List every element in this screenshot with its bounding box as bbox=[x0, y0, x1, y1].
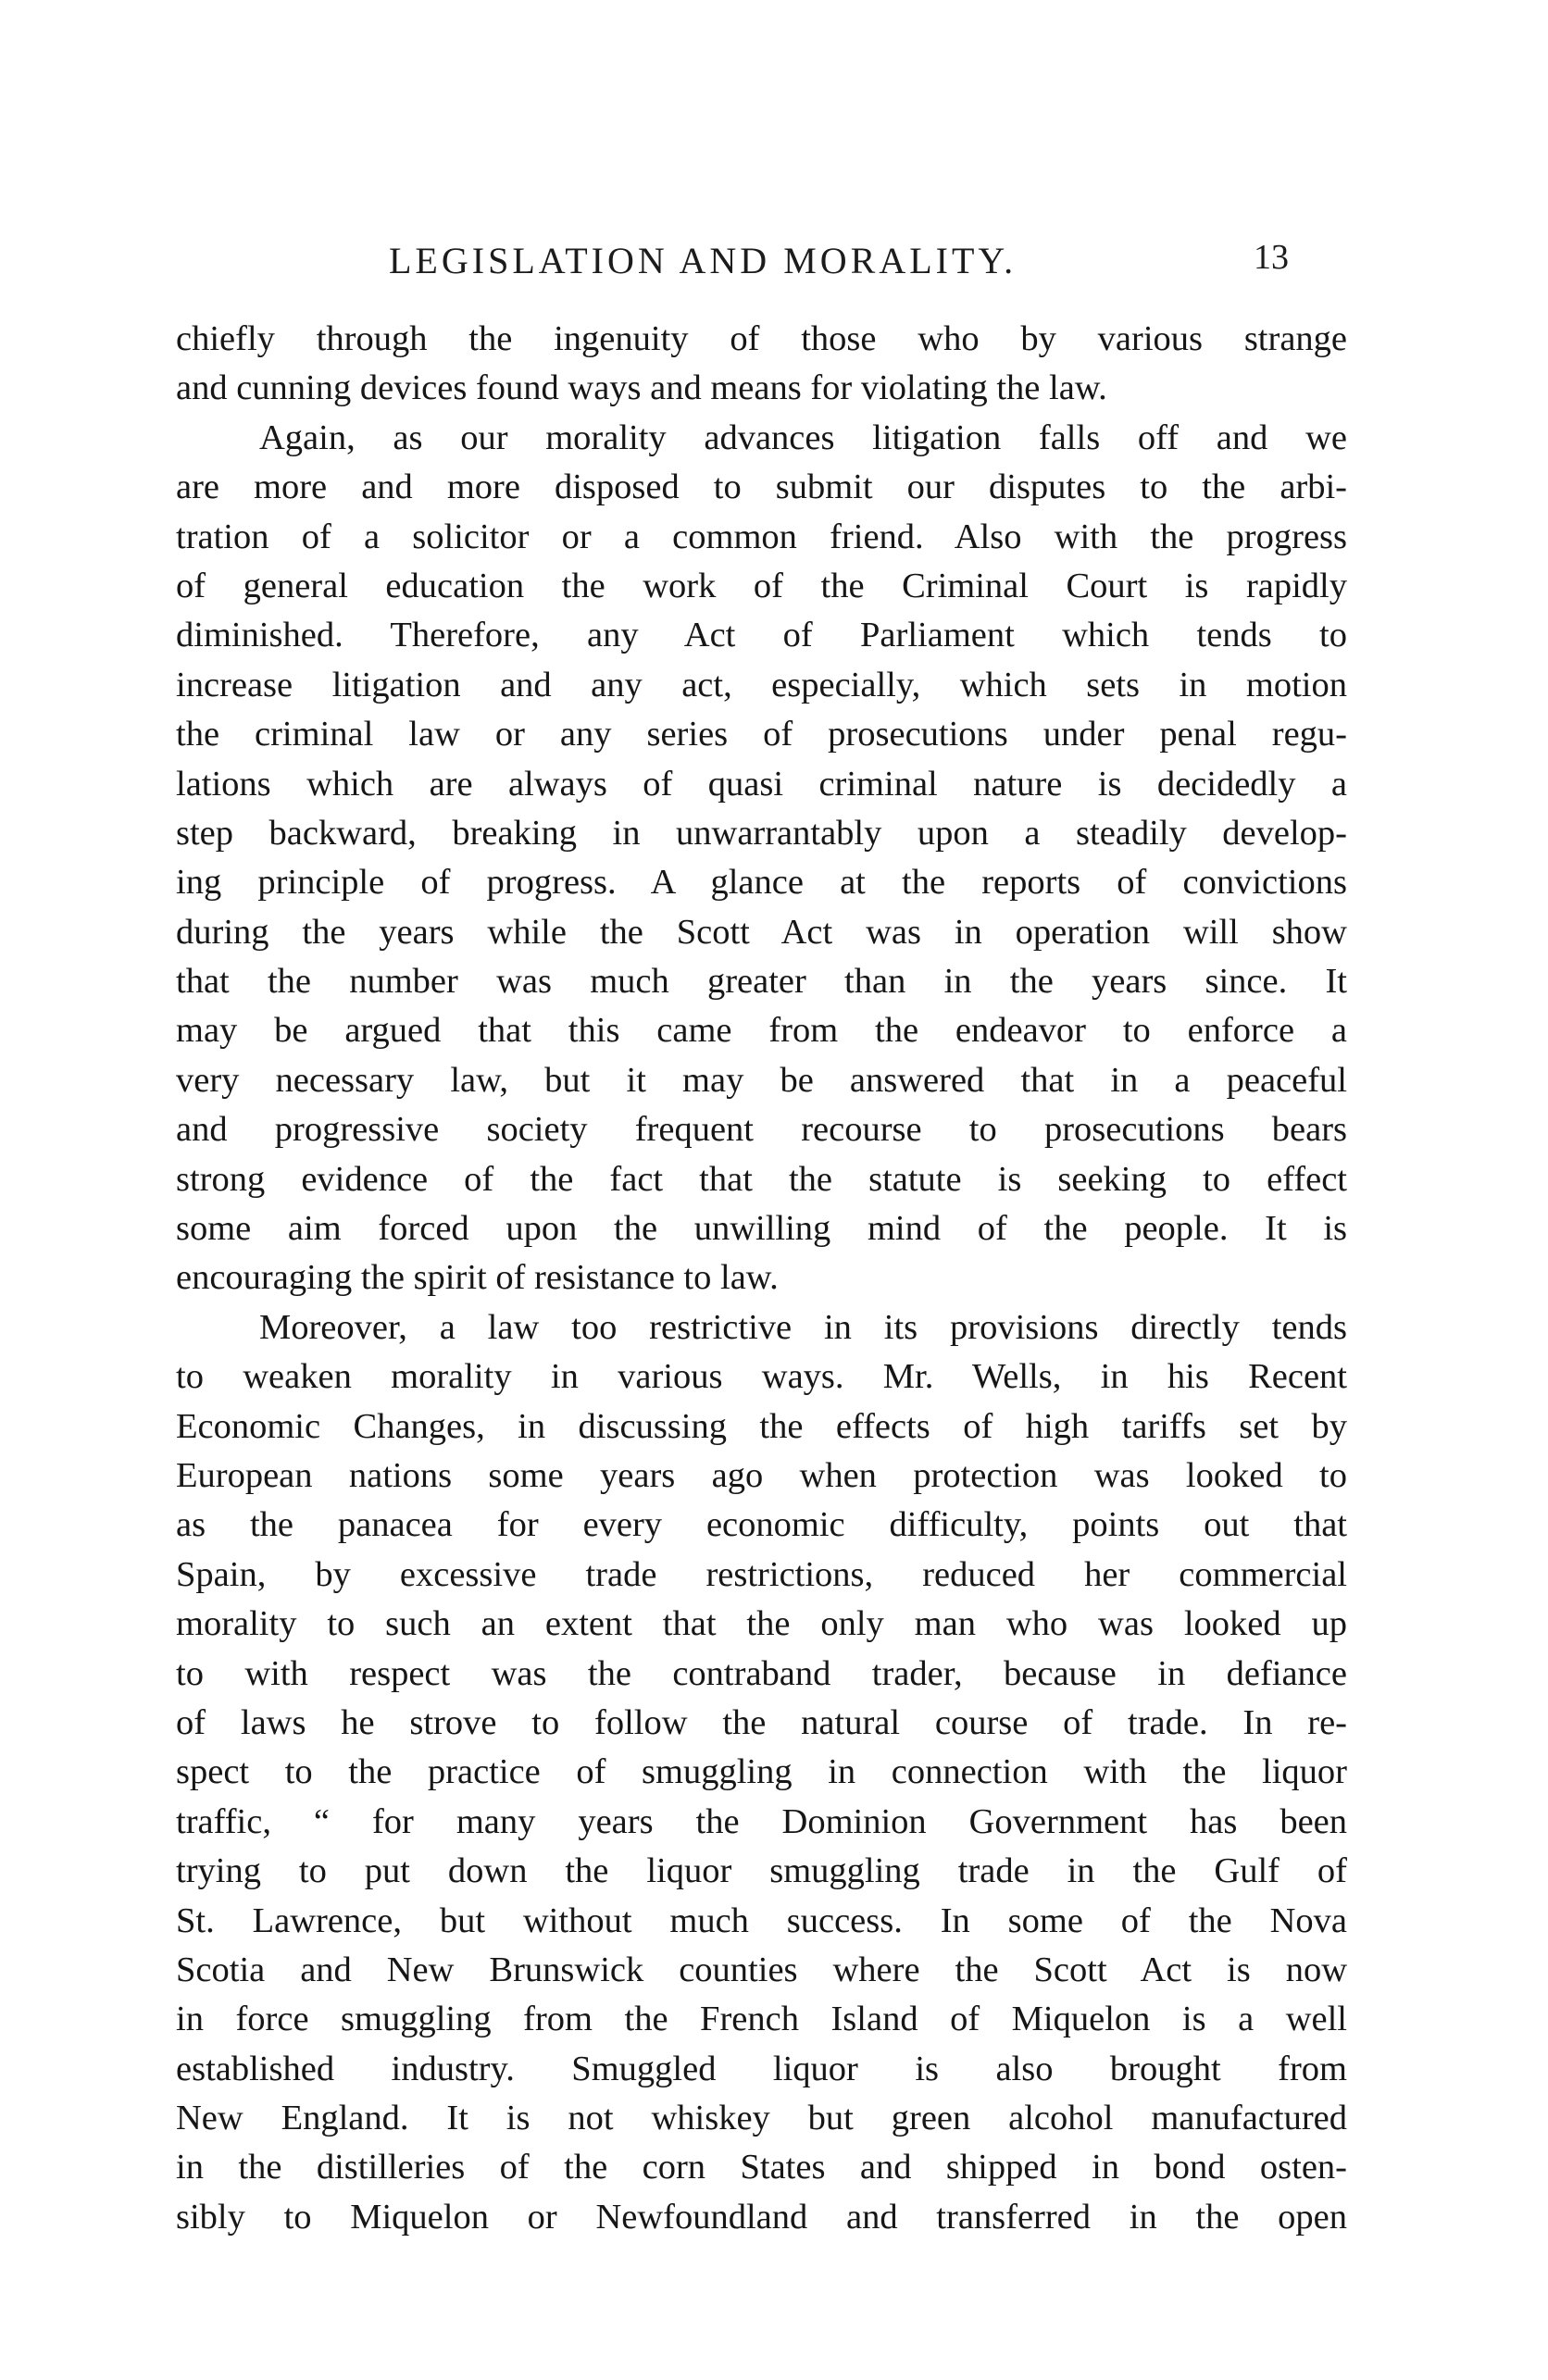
running-title: LEGISLATION AND MORALITY. bbox=[389, 240, 1017, 281]
text-line: strong evidence of the fact that the statute is seeking to effect bbox=[176, 1159, 1347, 1199]
text-line: some aim forced upon the unwilling mind of the people. It is bbox=[176, 1209, 1347, 1249]
text-line: and cunning devices found ways and means for violating the law. bbox=[176, 368, 1107, 408]
text-line: diminished. Therefore, any Act of Parliament which tends to bbox=[176, 616, 1347, 655]
text-line: tration of a solicitor or a common friend. Also with the progress bbox=[176, 517, 1347, 556]
body-text bbox=[176, 315, 1347, 2242]
text-line: sibly to Miquelon or Newfoundland and transferred in the open bbox=[176, 2197, 1347, 2237]
text-line: to weaken morality in various ways. Mr. Wells, in his Recent bbox=[176, 1357, 1347, 1397]
text-line: of laws he strove to follow the natural course of trade. In re- bbox=[176, 1702, 1347, 1742]
text-line: are more and more disposed to submit our disputes to the arbi- bbox=[176, 467, 1347, 507]
text-line: Economic Changes, in discussing the effects of high tariffs set by bbox=[176, 1406, 1347, 1446]
text-line: during the years while the Scott Act was in operation will show bbox=[176, 912, 1347, 952]
text-line: chiefly through the ingenuity of those who by various strange bbox=[176, 319, 1347, 358]
text-line: New England. It is not whiskey but green alcohol manufactured bbox=[176, 2099, 1347, 2138]
text-line: of general education the work of the Criminal Court is rapidly bbox=[176, 566, 1347, 605]
text-line: in force smuggling from the French Island of Miquelon is a well bbox=[176, 2000, 1347, 2039]
text-line: spect to the practice of smuggling in connection with the liquor bbox=[176, 1752, 1347, 1792]
text-line: established industry. Smuggled liquor is also brought from bbox=[176, 2049, 1347, 2088]
text-line: lations which are always of quasi criminal nature is decidedly a bbox=[176, 764, 1347, 804]
text-line: trying to put down the liquor smuggling trade in the Gulf of bbox=[176, 1851, 1347, 1891]
text-line: as the panacea for every economic difficulty, points out that bbox=[176, 1505, 1347, 1545]
text-line: increase litigation and any act, especially, which sets in motion bbox=[176, 665, 1347, 704]
text-line: that the number was much greater than in the years since. It bbox=[176, 962, 1347, 1002]
paragraph-start-line: Again, as our morality advances litigation falls off and we bbox=[259, 417, 1347, 457]
paragraph-start-line: Moreover, a law too restrictive in its provisions directly tends bbox=[259, 1307, 1347, 1347]
text-line: St. Lawrence, but without much success. In some of the Nova bbox=[176, 1900, 1347, 1940]
text-line: the criminal law or any series of prosecutions under penal regu- bbox=[176, 715, 1347, 754]
text-line: Spain, by excessive trade restrictions, reduced her commercial bbox=[176, 1554, 1347, 1594]
text-line: ing principle of progress. A glance at the reports of convictions bbox=[176, 863, 1347, 903]
text-line: encouraging the spirit of resistance to law. bbox=[176, 1258, 779, 1298]
text-line: in the distilleries of the corn States and shipped in bond osten- bbox=[176, 2148, 1347, 2187]
text-line: very necessary law, but it may be answered that in a peaceful bbox=[176, 1060, 1347, 1100]
text-line: and progressive society frequent recourse to prosecutions bears bbox=[176, 1110, 1347, 1150]
text-line: to with respect was the contraband trader, because in defiance bbox=[176, 1653, 1347, 1693]
page-number: 13 bbox=[1254, 238, 1289, 277]
text-line: may be argued that this came from the endeavor to enforce a bbox=[176, 1011, 1347, 1051]
text-line: Scotia and New Brunswick counties where the Scott Act is now bbox=[176, 1950, 1347, 1989]
text-line: step backward, breaking in unwarrantably upon a steadily develop- bbox=[176, 813, 1347, 853]
text-line: European nations some years ago when protection was looked to bbox=[176, 1455, 1347, 1495]
text-line: morality to such an extent that the only man who was looked up bbox=[176, 1604, 1347, 1644]
text-line: traffic, “ for many years the Dominion Government has been bbox=[176, 1801, 1347, 1841]
